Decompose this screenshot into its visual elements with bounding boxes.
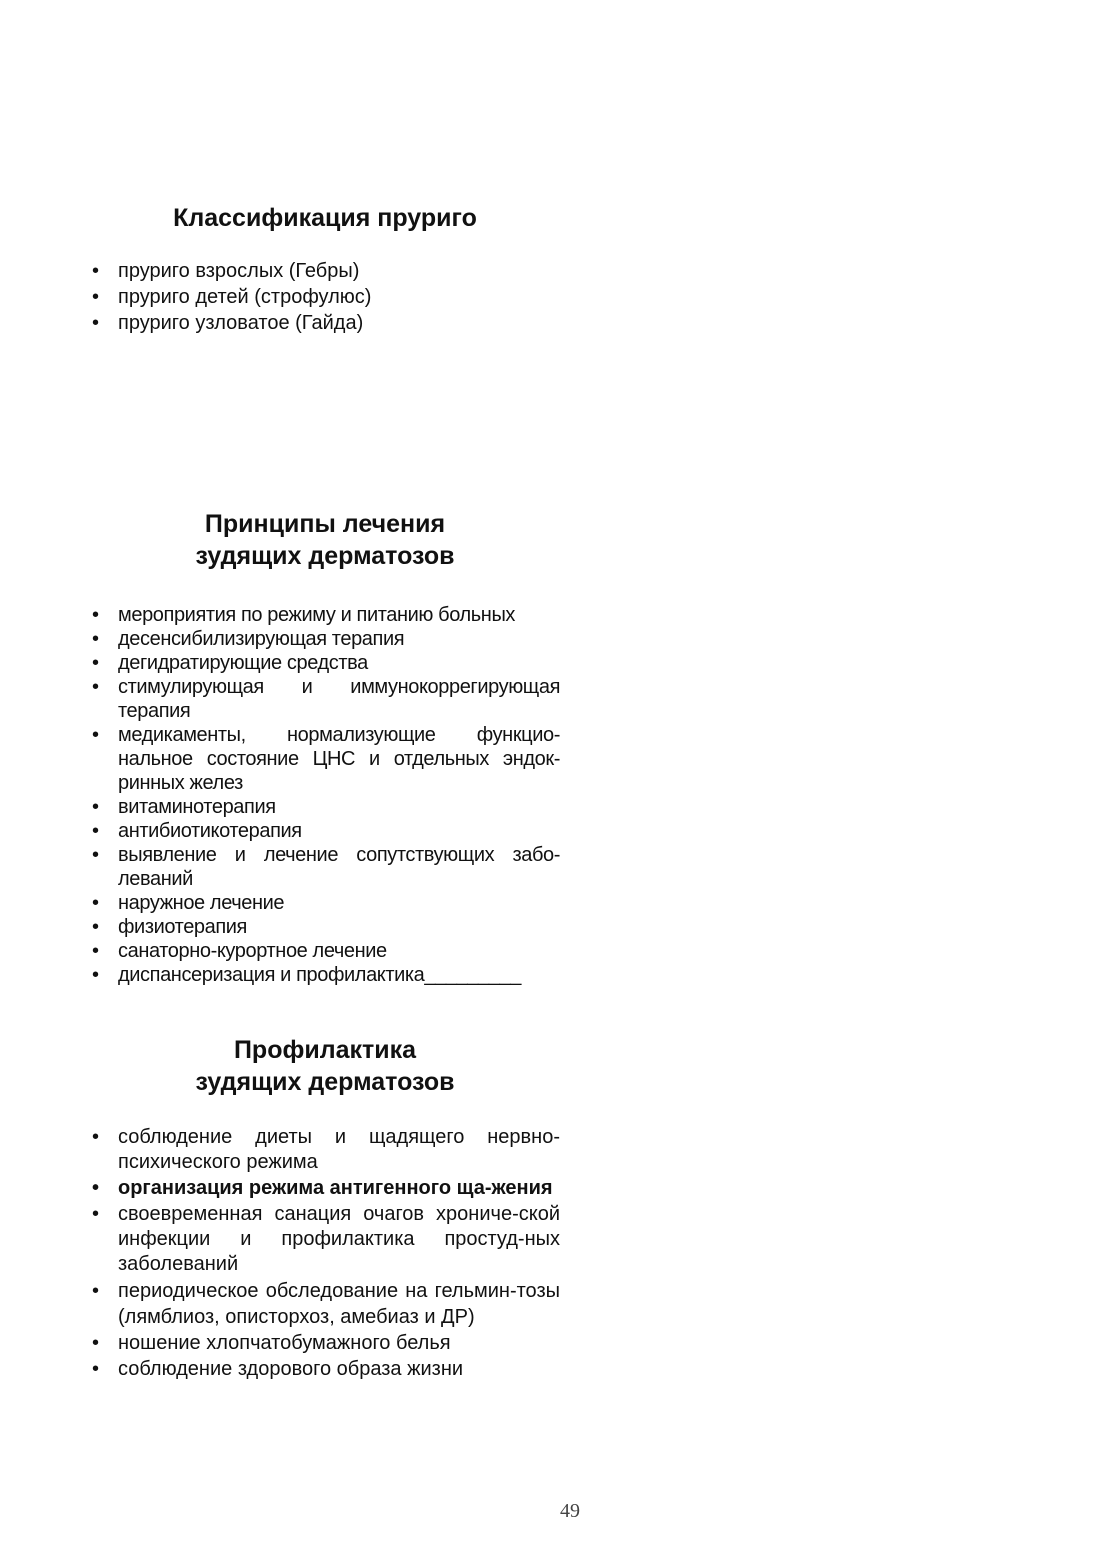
bullet-icon: • <box>92 676 99 698</box>
list-item <box>92 1331 560 1356</box>
list-item <box>92 284 560 310</box>
bullet-icon: • <box>92 1332 100 1354</box>
page-number: 49 <box>560 1500 580 1522</box>
bullet-icon: • <box>92 916 99 938</box>
bullet-icon: • <box>92 796 99 818</box>
list-item <box>92 963 560 987</box>
list-item <box>92 843 560 891</box>
list-item <box>92 675 560 723</box>
bullet-icon: • <box>92 260 100 282</box>
treatment-list <box>92 603 560 987</box>
list-item-text: соблюдение здорового образа жизни <box>118 1358 464 1380</box>
bullet-icon: • <box>92 724 99 746</box>
list-item-text: организация режима антигенного ща-жения <box>118 1177 553 1199</box>
list-item <box>92 1125 560 1175</box>
bullet-icon: • <box>92 892 99 914</box>
list-item <box>92 310 560 336</box>
list-item-text: пруриго узловатое (Гайда) <box>118 312 364 334</box>
prevention-list <box>92 1125 560 1383</box>
list-item <box>92 627 560 651</box>
list-item <box>92 891 560 915</box>
list-item-text: санаторно-курортное лечение <box>118 940 387 962</box>
title-line: зудящих дерматозов <box>195 1068 455 1096</box>
list-item-text: периодическое обследование на гельмин-тозы (лямблиоз, описторхоз, амебиаз и ДР) <box>118 1280 560 1328</box>
bullet-icon: • <box>92 652 99 674</box>
list-item <box>92 651 560 675</box>
bullet-icon: • <box>92 628 99 650</box>
bullet-icon: • <box>92 964 99 986</box>
list-item <box>92 1202 560 1277</box>
list-item <box>92 1176 560 1201</box>
section-title-treatment <box>92 508 558 572</box>
list-item-text: пруриго детей (строфулюс) <box>118 286 372 308</box>
list-item-text: физиотерапия <box>118 916 247 938</box>
list-item-text: выявление и лечение сопутствующих забо-леваний <box>118 844 560 890</box>
bullet-icon: • <box>92 286 100 308</box>
list-item-text: диспансеризация и профилактика_________ <box>118 964 521 986</box>
title-line: Профилактика <box>233 1036 417 1064</box>
bullet-icon: • <box>92 312 100 334</box>
bullet-icon: • <box>92 1126 100 1148</box>
bullet-icon: • <box>92 1203 100 1225</box>
bullet-icon: • <box>92 1177 100 1199</box>
section-title-prevention <box>92 1034 558 1098</box>
list-item-text: пруриго взрослых (Гебры) <box>118 260 360 282</box>
list-item-text: своевременная санация очагов хрониче-ской инфекции и профилактика простуд-ных заболеваний <box>118 1203 560 1275</box>
list-item <box>92 795 560 819</box>
list-item-text: антибиотикотерапия <box>118 820 302 842</box>
list-item-text: дегидратирующие средства <box>118 652 368 674</box>
title-line: Классификация пруриго <box>173 204 477 232</box>
list-item-text: десенсибилизирующая терапия <box>118 628 405 650</box>
list-item <box>92 819 560 843</box>
list-item <box>92 1278 560 1330</box>
list-item-text: стимулирующая и иммунокоррегирующая терапия <box>118 676 560 722</box>
list-item-text: соблюдение диеты и щадящего нервно-психического режима <box>118 1126 560 1173</box>
list-item-text: мероприятия по режиму и питанию больных <box>118 604 516 626</box>
list-item <box>92 1357 560 1382</box>
bullet-icon: • <box>92 844 99 866</box>
bullet-icon: • <box>92 1280 100 1302</box>
list-item <box>92 915 560 939</box>
section-title-classification <box>92 202 558 234</box>
bullet-icon: • <box>92 820 99 842</box>
classification-list <box>92 258 560 336</box>
list-item-text: витаминотерапия <box>118 796 276 818</box>
list-item <box>92 258 560 284</box>
list-item-text: наружное лечение <box>118 892 285 914</box>
list-item <box>92 939 560 963</box>
list-item-text: ношение хлопчатобумажного белья <box>118 1332 451 1354</box>
bullet-icon: • <box>92 1358 100 1380</box>
title-line: Принципы лечения <box>204 510 446 538</box>
list-item-text: медикаменты, нормализующие функцио-нальное состояние ЦНС и отдельных эндок-ринных желез <box>118 724 560 794</box>
title-line: зудящих дерматозов <box>195 542 455 570</box>
list-item <box>92 723 560 795</box>
list-item <box>92 603 560 627</box>
bullet-icon: • <box>92 604 99 626</box>
bullet-icon: • <box>92 940 99 962</box>
